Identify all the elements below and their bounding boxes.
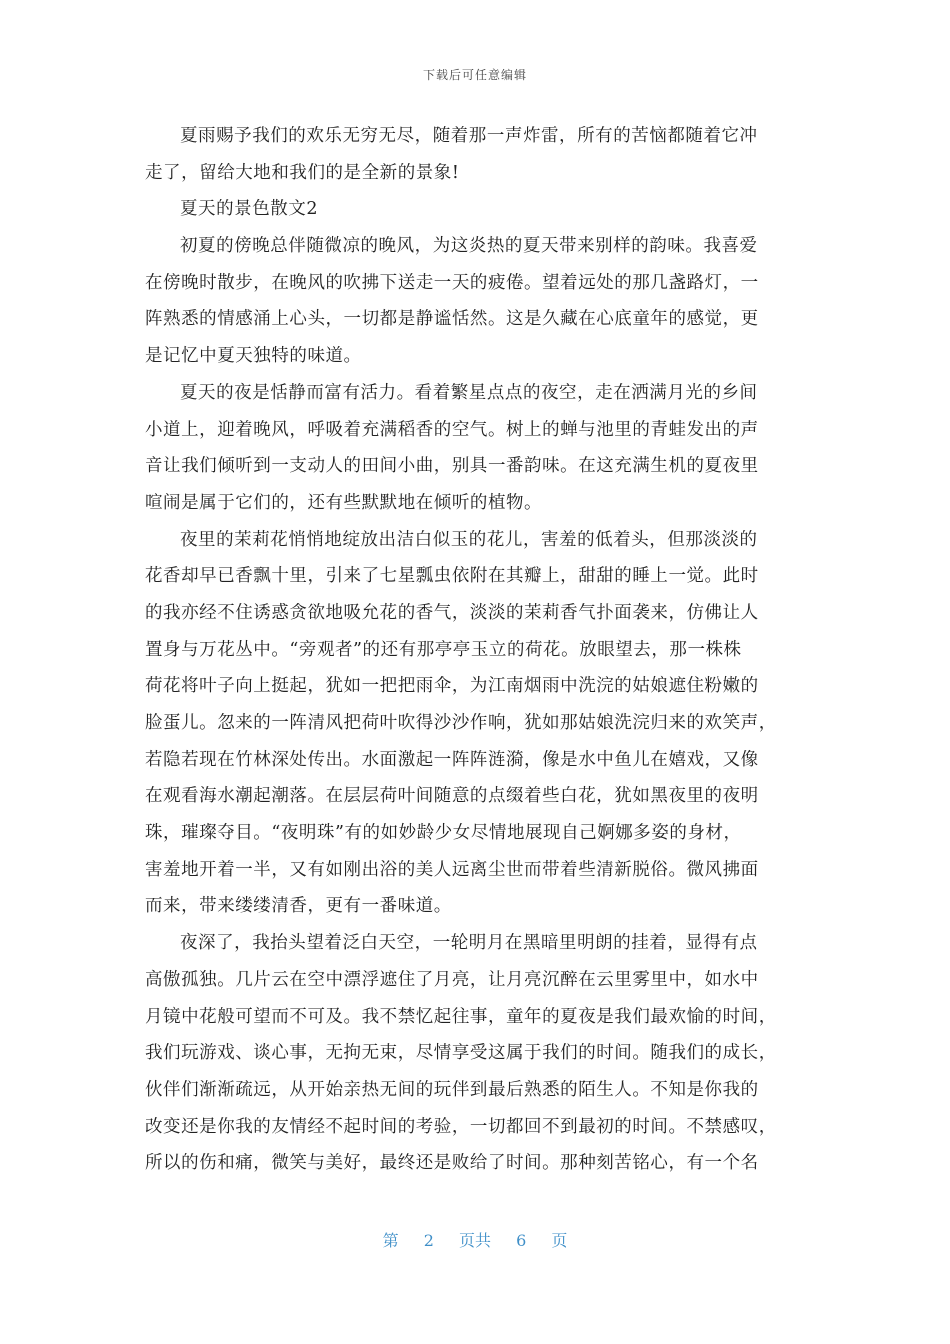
- text-line: 我们玩游戏、谈心事，无拘无束，尽情享受这属于我们的时间。随我们的成长，: [145, 1043, 777, 1064]
- text-line: 喧闹是属于它们的，还有些默默地在倾听的植物。: [145, 492, 543, 513]
- text-line: 的我亦经不住诱惑贪欲地吸允花的香气，淡淡的茉莉香气扑面袭来，仿佛让人: [145, 602, 759, 623]
- text-line: 音让我们倾听到一支动人的田间小曲，别具一番韵味。在这充满生机的夏夜里: [145, 456, 759, 477]
- text-line: 阵熟悉的情感涌上心头，一切都是静谧恬然。这是久藏在心底童年的感觉，更: [145, 309, 759, 330]
- footer-label-di: 第: [382, 1231, 399, 1250]
- text-line: 若隐若现在竹林深处传出。水面激起一阵阵涟漪，像是水中鱼儿在嬉戏，又像: [145, 749, 759, 770]
- text-line: 夏天的夜是恬静而富有活力。看着繁星点点的夜空，走在洒满月光的乡间: [180, 382, 758, 403]
- text-line: 高傲孤独。几片云在空中漂浮遮住了月亮，让月亮沉醉在云里雾里中，如水中: [145, 969, 759, 990]
- text-line: 在观看海水潮起潮落。在层层荷叶间随意的点缀着些白花，犹如黑夜里的夜明: [145, 786, 759, 807]
- text-line: 珠，璀璨夺目。“夜明珠”有的如妙龄少女尽情地展现自己婀娜多姿的身材，: [145, 823, 742, 844]
- footer-page-total: 6: [516, 1231, 527, 1250]
- text-line: 在傍晚时散步，在晚风的吹拂下送走一天的疲倦。望着远处的那几盏路灯，一: [145, 272, 759, 293]
- footer-label-ye: 页: [551, 1231, 568, 1250]
- section-heading: 夏天的景色散文2: [180, 199, 319, 220]
- text-line: 害羞地开着一半，又有如刚出浴的美人远离尘世而带着些清新脱俗。微风拂面: [145, 859, 759, 880]
- text-line: 是记忆中夏天独特的味道。: [145, 346, 362, 367]
- page-footer: [0, 1228, 950, 1251]
- text-line: 月镜中花般可望而不可及。我不禁忆起往事，童年的夏夜是我们最欢愉的时间，: [145, 1006, 777, 1027]
- text-line: 初夏的傍晚总伴随微凉的晚风，为这炎热的夏天带来别样的韵味。我喜爱: [180, 236, 758, 257]
- text-line: 所以的伤和痛，微笑与美好，最终还是败给了时间。那种刻苦铭心，有一个名: [145, 1153, 759, 1174]
- page-header: 下载后可任意编辑: [422, 68, 527, 82]
- text-line: 荷花将叶子向上挺起，犹如一把把雨伞，为江南烟雨中洗浣的姑娘遮住粉嫩的: [145, 676, 759, 697]
- text-line: 伙伴们渐渐疏远，从开始亲热无间的玩伴到最后熟悉的陌生人。不知是你我的: [145, 1079, 759, 1100]
- text-line: 脸蛋儿。忽来的一阵清风把荷叶吹得沙沙作响，犹如那姑娘洗浣归来的欢笑声，: [145, 713, 777, 733]
- text-line: 夜深了，我抬头望着泛白天空，一轮明月在黑暗里明朗的挂着，显得有点: [180, 933, 758, 954]
- text-line: 夜里的茉莉花悄悄地绽放出洁白似玉的花儿，害羞的低着头，但那淡淡的: [180, 529, 758, 550]
- text-line: 置身与万花丛中。“旁观者”的还有那亭亭玉立的荷花。放眼望去，那一株株: [145, 639, 742, 660]
- footer-page-current: 2: [423, 1231, 434, 1250]
- text-line: 花香却早已香飘十里，引来了七星瓢虫依附在其瓣上，甜甜的睡上一觉。此时: [145, 566, 759, 587]
- footer-label-ye-gong: 页共: [458, 1231, 491, 1250]
- document-body: [145, 118, 805, 1182]
- text-line: 夏雨赐予我们的欢乐无穷无尽，随着那一声炸雷，所有的苦恼都随着它冲: [180, 126, 758, 146]
- text-line: 小道上，迎着晚风，呼吸着充满稻香的空气。树上的蝉与池里的青蛙发出的声: [145, 419, 759, 440]
- text-line: 走了，留给大地和我们的是全新的景象!: [145, 162, 460, 183]
- text-line: 改变还是你我的友情经不起时间的考验，一切都回不到最初的时间。不禁感叹，: [145, 1116, 777, 1137]
- text-line: 而来，带来缕缕清香，更有一番味道。: [145, 896, 452, 917]
